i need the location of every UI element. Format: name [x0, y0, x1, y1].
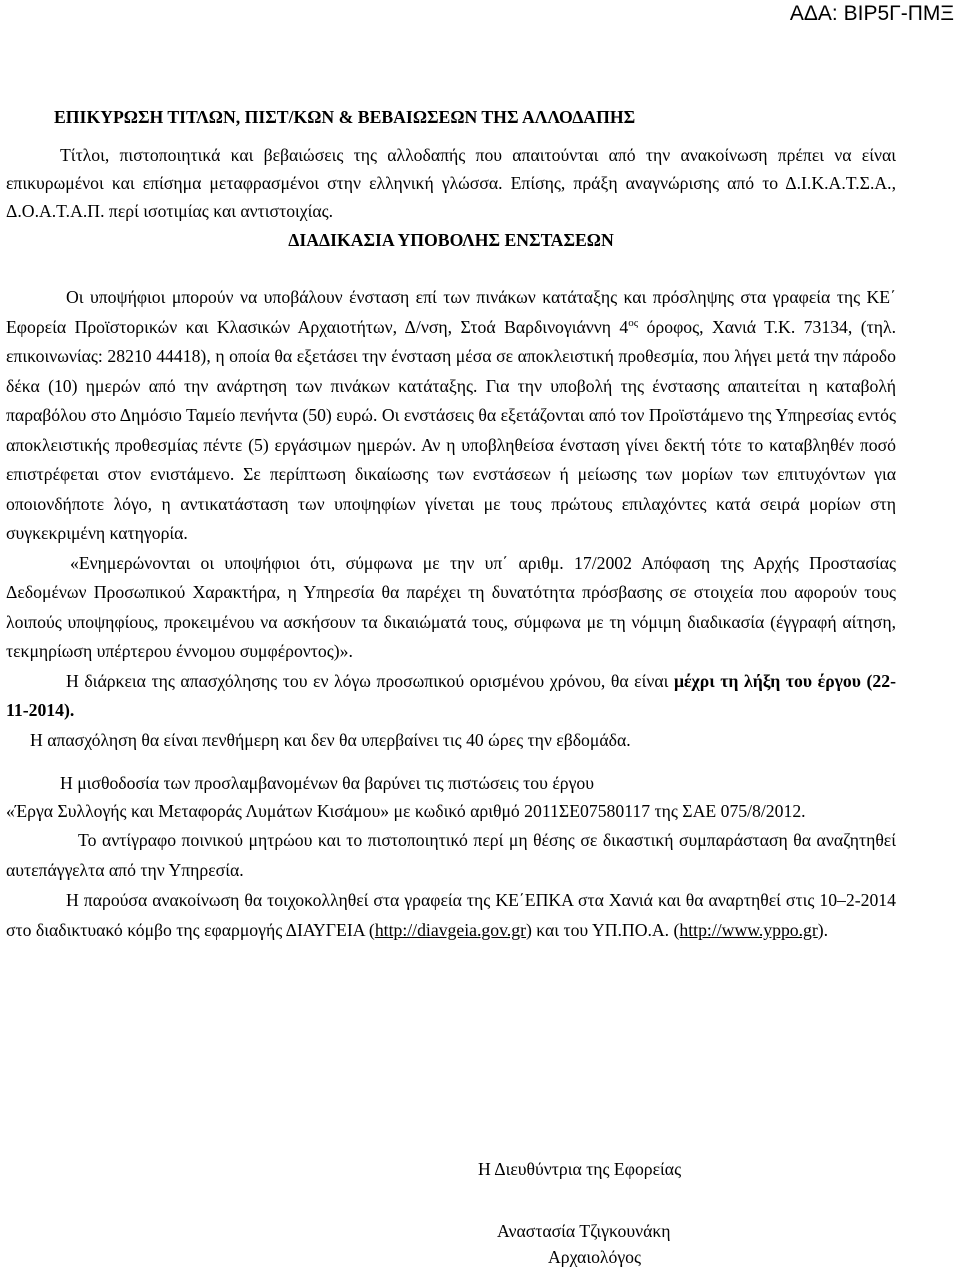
section-heading-foreign-titles: ΕΠΙΚΥΡΩΣΗ ΤΙΤΛΩΝ, ΠΙΣΤ/ΚΩΝ & ΒΕΒΑΙΩΣΕΩΝ ΤΗΣ ΑΛΛΟΔΑΠΗΣ	[54, 107, 636, 127]
paragraph-payroll-project: «Έργα Συλλογής και Μεταφοράς Λυμάτων Κισάμου» με κωδικό αριθμό 2011ΣΕ07580117 της ΣΑΕ 075/8/2012.	[6, 801, 806, 821]
floor-superscript: ος	[628, 316, 639, 329]
signature-name: Αναστασία Τζιγκουνάκη	[497, 1221, 671, 1241]
signature-role: Η Διευθύντρια της Εφορείας	[478, 1159, 682, 1179]
paragraph-posting	[6, 885, 896, 945]
paragraph-payroll-intro: Η μισθοδοσία των προσλαμβανομένων θα βαρύνει τις πιστώσεις του έργου	[60, 773, 594, 793]
paragraph-criminal-record: Το αντίγραφο ποινικού μητρώου και το πιστοποιητικό περί μη θέσης σε δικαστική συμπαράσταση θα αναζητηθεί αυτεπάγγελτα από την Υπηρεσία.	[6, 830, 896, 880]
diavgeia-link[interactable]: http://diavgeia.gov.gr	[374, 920, 526, 940]
signature-title: Αρχαιολόγος	[548, 1247, 642, 1267]
duration-deadline: μέχρι τη λήξη του έργου (22-11-2014).	[6, 670, 897, 720]
section-heading-objections: ΔΙΑΔΙΚΑΣΙΑ ΥΠΟΒΟΛΗΣ ΕΝΣΤΑΣΕΩΝ	[288, 230, 614, 250]
duration-text: Η διάρκεια της απασχόλησης του εν λόγω προσωπικού ορισμένου χρόνου, θα είναι	[66, 670, 674, 691]
paragraph-duration	[6, 667, 896, 726]
document-body	[6, 103, 896, 945]
posting-text-b: ) και του ΥΠ.ΠΟ.Α. (	[525, 920, 680, 940]
paragraph-objections	[6, 283, 896, 549]
objections-text-a: Οι υποψήφιοι μπορούν να υποβάλουν ένσταση επί των πινάκων κατάταξης και πρόσληψης στα γραφεία της ΚΕ΄ Εφορεία Προϊστορικών και Κλασικών Αρχαιοτήτων, Δ/νση, Στοά Βαρδινογιάννη 4	[6, 287, 896, 337]
yppo-link[interactable]: http://www.yppo.gr	[679, 920, 818, 940]
posting-text-c: ).	[817, 920, 829, 940]
posting-text-a: Η παρούσα ανακοίνωση θα τοιχοκολληθεί στα γραφεία της ΚΕ΄ΕΠΚΑ στα Χανιά και θα αναρτηθεί στις 10–2-2014 στο διαδικτυακό κόμβο της εφαρμογής ΔΙΑΥΓΕΙΑ (	[6, 890, 896, 940]
objections-text-b: όροφος, Χανιά Τ.Κ. 73134, (τηλ. επικοινωνίας: 28210 44418), η οποία θα εξετάσει την ένσταση μέσα σε αποκλειστική προθεσμία, που λήγει μετά την πάροδο δέκα (10) ημερών από την ανάρτηση των πινάκων κατάταξης. Για την υποβολή της ένστασης απαιτείται η καταβολή παραβόλου στο Δημόσιο Ταμείο πενήντα (50) ευρώ. Οι ενστάσεις θα εξετάζονται από τον Προϊστάμενο της Υπηρεσίας εντός αποκλειστικής προθεσμίας πέντε (5) εργάσιμων ημερών. Αν η υποβληθείσα ένσταση γίνει δεκτή τότε το καταβληθέν ποσό επιστρέφεται στον ενιστάμενο. Σε περίπτωση δικαίωσης των ενστάσεων ή μείωσης των μορίων των επιτυχόντων για οποιονδήποτε λόγο, η αντικατάσταση των υποψηφίων γίνεται με τους πρώτους επιλαχόντες κατά σειρά μορίων στη συγκεκριμένη κατηγορία.	[6, 316, 896, 543]
paragraph-foreign-titles: Τίτλοι, πιστοποιητικά και βεβαιώσεις της αλλοδαπής που απαιτούνται από την ανακοίνωση πρέπει να είναι επικυρωμένοι και επίσημα μεταφρασμένοι στην ελληνική γλώσσα. Επίσης, πράξη αναγνώρισης από το Δ.Ι.Κ.Α.Τ.Σ.Α., Δ.Ο.Α.Τ.Α.Π. περί ισοτιμίας και αντιστοιχίας.	[6, 145, 896, 221]
paragraph-data-protection: «Ενημερώνονται οι υποψήφιοι ότι, σύμφωνα με την υπ΄ αριθμ. 17/2002 Απόφαση της Αρχής Προστασίας Δεδομένων Προσωπικού Χαρακτήρα, η Υπηρεσία θα παρέχει τη δυνατότητα πρόσβασης σε στοιχεία που αφορούν τους λοιπούς υποψηφίους, προκειμένου να ασκήσουν τα δικαιώματά τους, σύμφωνα με τη νόμιμη διαδικασία (έγγραφή αίτηση, τεκμηρίωση υπέρτερου έννομου συμφέροντος)».	[6, 552, 896, 661]
ada-code: ΑΔΑ: ΒΙΡ5Γ-ΠΜΞ	[789, 2, 954, 25]
paragraph-full-time: Η απασχόληση θα είναι πενθήμερη και δεν θα υπερβαίνει τις 40 ώρες την εβδομάδα.	[30, 729, 631, 750]
